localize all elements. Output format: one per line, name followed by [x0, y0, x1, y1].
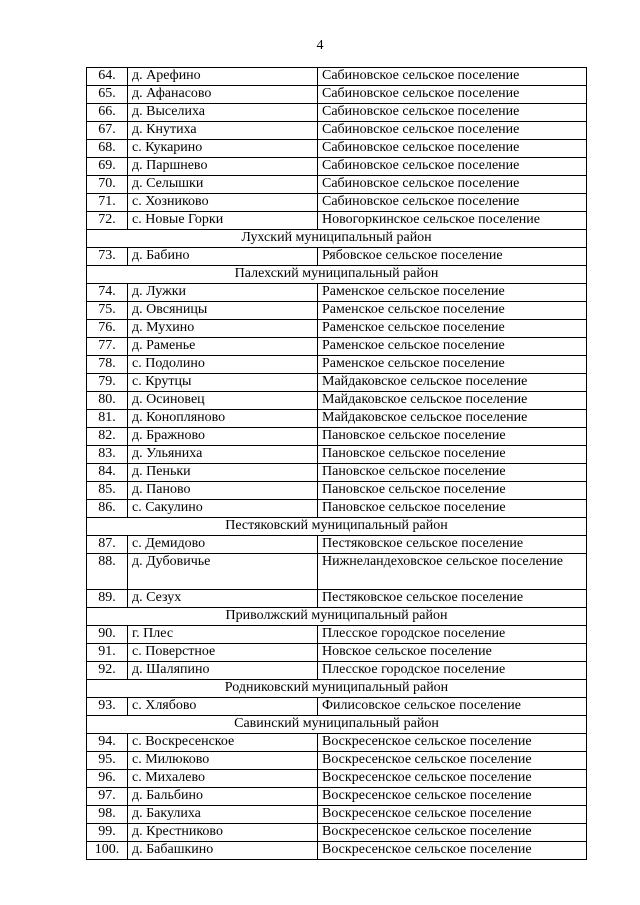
municipality-cell: Воскресенское сельское поселение — [318, 734, 587, 752]
settlement-cell: д. Бальбино — [128, 788, 318, 806]
table-row — [87, 770, 587, 788]
municipality-cell: Пановское сельское поселение — [318, 446, 587, 464]
settlement-cell: д. Дубовичье — [128, 554, 318, 590]
settlement-cell: д. Крестниково — [128, 824, 318, 842]
table-row — [87, 446, 587, 464]
municipality-cell: Сабиновское сельское поселение — [318, 122, 587, 140]
municipality-cell: Майдаковское сельское поселение — [318, 374, 587, 392]
municipality-cell: Сабиновское сельское поселение — [318, 176, 587, 194]
district-title: Приволжский муниципальный район — [87, 608, 587, 626]
settlement-cell: с. Поверстное — [128, 644, 318, 662]
table-row — [87, 194, 587, 212]
municipality-cell: Новогоркинское сельское поселение — [318, 212, 587, 230]
table-row — [87, 500, 587, 518]
settlement-cell: д. Ульяниха — [128, 446, 318, 464]
row-number-cell: 76. — [87, 320, 128, 338]
municipality-cell: Филисовское сельское поселение — [318, 698, 587, 716]
table-row — [87, 212, 587, 230]
district-header-row — [87, 230, 587, 248]
municipality-cell: Сабиновское сельское поселение — [318, 158, 587, 176]
settlement-cell: с. Крутцы — [128, 374, 318, 392]
municipality-cell: Раменское сельское поселение — [318, 356, 587, 374]
row-number-cell: 87. — [87, 536, 128, 554]
row-number-cell: 93. — [87, 698, 128, 716]
settlement-cell: с. Новые Горки — [128, 212, 318, 230]
table-row — [87, 68, 587, 86]
settlement-cell: с. Воскресенское — [128, 734, 318, 752]
settlement-cell: с. Михалево — [128, 770, 318, 788]
row-number-cell: 71. — [87, 194, 128, 212]
district-title: Палехский муниципальный район — [87, 266, 587, 284]
row-number-cell: 70. — [87, 176, 128, 194]
municipality-cell: Рябовское сельское поселение — [318, 248, 587, 266]
row-number-cell: 99. — [87, 824, 128, 842]
district-header-row — [87, 266, 587, 284]
settlement-cell: д. Овсяницы — [128, 302, 318, 320]
row-number-cell: 79. — [87, 374, 128, 392]
table-row — [87, 86, 587, 104]
settlement-cell: д. Шаляпино — [128, 662, 318, 680]
municipality-cell: Нижнеландеховское сельское поселение — [318, 554, 587, 590]
row-number-cell: 65. — [87, 86, 128, 104]
settlement-cell: д. Арефино — [128, 68, 318, 86]
settlement-cell: с. Хозниково — [128, 194, 318, 212]
table-row — [87, 662, 587, 680]
municipality-cell: Воскресенское сельское поселение — [318, 770, 587, 788]
settlement-cell: д. Мухино — [128, 320, 318, 338]
settlement-cell: д. Афанасово — [128, 86, 318, 104]
row-number-cell: 88. — [87, 554, 128, 590]
row-number-cell: 97. — [87, 788, 128, 806]
row-number-cell: 90. — [87, 626, 128, 644]
settlement-cell: д. Пеньки — [128, 464, 318, 482]
table-row — [87, 158, 587, 176]
table-row — [87, 734, 587, 752]
municipality-cell: Раменское сельское поселение — [318, 338, 587, 356]
district-title: Савинский муниципальный район — [87, 716, 587, 734]
row-number-cell: 94. — [87, 734, 128, 752]
row-number-cell: 68. — [87, 140, 128, 158]
municipality-cell: Сабиновское сельское поселение — [318, 86, 587, 104]
row-number-cell: 96. — [87, 770, 128, 788]
table-row — [87, 302, 587, 320]
table-row — [87, 806, 587, 824]
row-number-cell: 72. — [87, 212, 128, 230]
table-row — [87, 176, 587, 194]
page-number: 4 — [316, 38, 324, 53]
municipality-cell: Воскресенское сельское поселение — [318, 806, 587, 824]
settlement-cell: д. Осиновец — [128, 392, 318, 410]
table-row — [87, 248, 587, 266]
table-row — [87, 428, 587, 446]
table-row — [87, 842, 587, 860]
row-number-cell: 80. — [87, 392, 128, 410]
row-number-cell: 100. — [87, 842, 128, 860]
settlements-table-body — [87, 68, 587, 860]
table-row — [87, 374, 587, 392]
settlement-cell: д. Сезух — [128, 590, 318, 608]
table-row — [87, 410, 587, 428]
settlement-cell: д. Кнутиха — [128, 122, 318, 140]
municipality-cell: Сабиновское сельское поселение — [318, 104, 587, 122]
municipality-cell: Майдаковское сельское поселение — [318, 410, 587, 428]
settlement-cell: д. Бабино — [128, 248, 318, 266]
settlement-cell: д. Лужки — [128, 284, 318, 302]
municipality-cell: Пановское сельское поселение — [318, 428, 587, 446]
table-row — [87, 590, 587, 608]
municipality-cell: Пановское сельское поселение — [318, 464, 587, 482]
table-row — [87, 464, 587, 482]
district-title: Пестяковский муниципальный район — [87, 518, 587, 536]
district-header-row — [87, 716, 587, 734]
settlement-cell: д. Паршнево — [128, 158, 318, 176]
district-title: Родниковский муниципальный район — [87, 680, 587, 698]
municipality-cell: Пановское сельское поселение — [318, 500, 587, 518]
row-number-cell: 91. — [87, 644, 128, 662]
settlement-cell: с. Кукарино — [128, 140, 318, 158]
municipality-cell: Пестяковское сельское поселение — [318, 536, 587, 554]
row-number-cell: 77. — [87, 338, 128, 356]
row-number-cell: 92. — [87, 662, 128, 680]
row-number-cell: 64. — [87, 68, 128, 86]
settlement-cell: г. Плес — [128, 626, 318, 644]
municipality-cell: Майдаковское сельское поселение — [318, 392, 587, 410]
table-row — [87, 338, 587, 356]
table-row — [87, 554, 587, 590]
row-number-cell: 95. — [87, 752, 128, 770]
district-title: Лухский муниципальный район — [87, 230, 587, 248]
settlement-cell: д. Выселиха — [128, 104, 318, 122]
row-number-cell: 81. — [87, 410, 128, 428]
municipality-cell: Сабиновское сельское поселение — [318, 194, 587, 212]
municipality-cell: Сабиновское сельское поселение — [318, 140, 587, 158]
municipality-cell: Воскресенское сельское поселение — [318, 824, 587, 842]
settlements-table — [86, 67, 587, 860]
settlement-cell: д. Раменье — [128, 338, 318, 356]
settlement-cell: с. Подолино — [128, 356, 318, 374]
row-number-cell: 86. — [87, 500, 128, 518]
municipality-cell: Новское сельское поселение — [318, 644, 587, 662]
municipality-cell: Раменское сельское поселение — [318, 284, 587, 302]
row-number-cell: 98. — [87, 806, 128, 824]
table-row — [87, 698, 587, 716]
municipality-cell: Воскресенское сельское поселение — [318, 842, 587, 860]
table-row — [87, 356, 587, 374]
table-row — [87, 140, 587, 158]
district-header-row — [87, 608, 587, 626]
table-row — [87, 788, 587, 806]
settlement-cell: с. Милюково — [128, 752, 318, 770]
settlement-cell: д. Конопляново — [128, 410, 318, 428]
table-row — [87, 284, 587, 302]
table-row — [87, 536, 587, 554]
settlement-cell: с. Демидово — [128, 536, 318, 554]
settlement-cell: д. Паново — [128, 482, 318, 500]
row-number-cell: 67. — [87, 122, 128, 140]
row-number-cell: 85. — [87, 482, 128, 500]
municipality-cell: Воскресенское сельское поселение — [318, 788, 587, 806]
row-number-cell: 66. — [87, 104, 128, 122]
settlement-cell: с. Сакулино — [128, 500, 318, 518]
table-row — [87, 482, 587, 500]
table-row — [87, 752, 587, 770]
row-number-cell: 84. — [87, 464, 128, 482]
row-number-cell: 78. — [87, 356, 128, 374]
municipality-cell: Воскресенское сельское поселение — [318, 752, 587, 770]
table-row — [87, 626, 587, 644]
table-row — [87, 122, 587, 140]
settlement-cell: д. Селышки — [128, 176, 318, 194]
settlement-cell: с. Хлябово — [128, 698, 318, 716]
municipality-cell: Пестяковское сельское поселение — [318, 590, 587, 608]
table-row — [87, 320, 587, 338]
district-header-row — [87, 680, 587, 698]
table-row — [87, 644, 587, 662]
municipality-cell: Раменское сельское поселение — [318, 302, 587, 320]
table-row — [87, 392, 587, 410]
municipality-cell: Раменское сельское поселение — [318, 320, 587, 338]
row-number-cell: 73. — [87, 248, 128, 266]
row-number-cell: 82. — [87, 428, 128, 446]
district-header-row — [87, 518, 587, 536]
table-row — [87, 104, 587, 122]
settlement-cell: д. Бакулиха — [128, 806, 318, 824]
municipality-cell: Пановское сельское поселение — [318, 482, 587, 500]
municipality-cell: Плесское городское поселение — [318, 626, 587, 644]
municipality-cell: Сабиновское сельское поселение — [318, 68, 587, 86]
row-number-cell: 83. — [87, 446, 128, 464]
row-number-cell: 69. — [87, 158, 128, 176]
settlement-cell: д. Бабашкино — [128, 842, 318, 860]
municipality-cell: Плесское городское поселение — [318, 662, 587, 680]
settlement-cell: д. Бражново — [128, 428, 318, 446]
table-row — [87, 824, 587, 842]
row-number-cell: 89. — [87, 590, 128, 608]
row-number-cell: 75. — [87, 302, 128, 320]
row-number-cell: 74. — [87, 284, 128, 302]
